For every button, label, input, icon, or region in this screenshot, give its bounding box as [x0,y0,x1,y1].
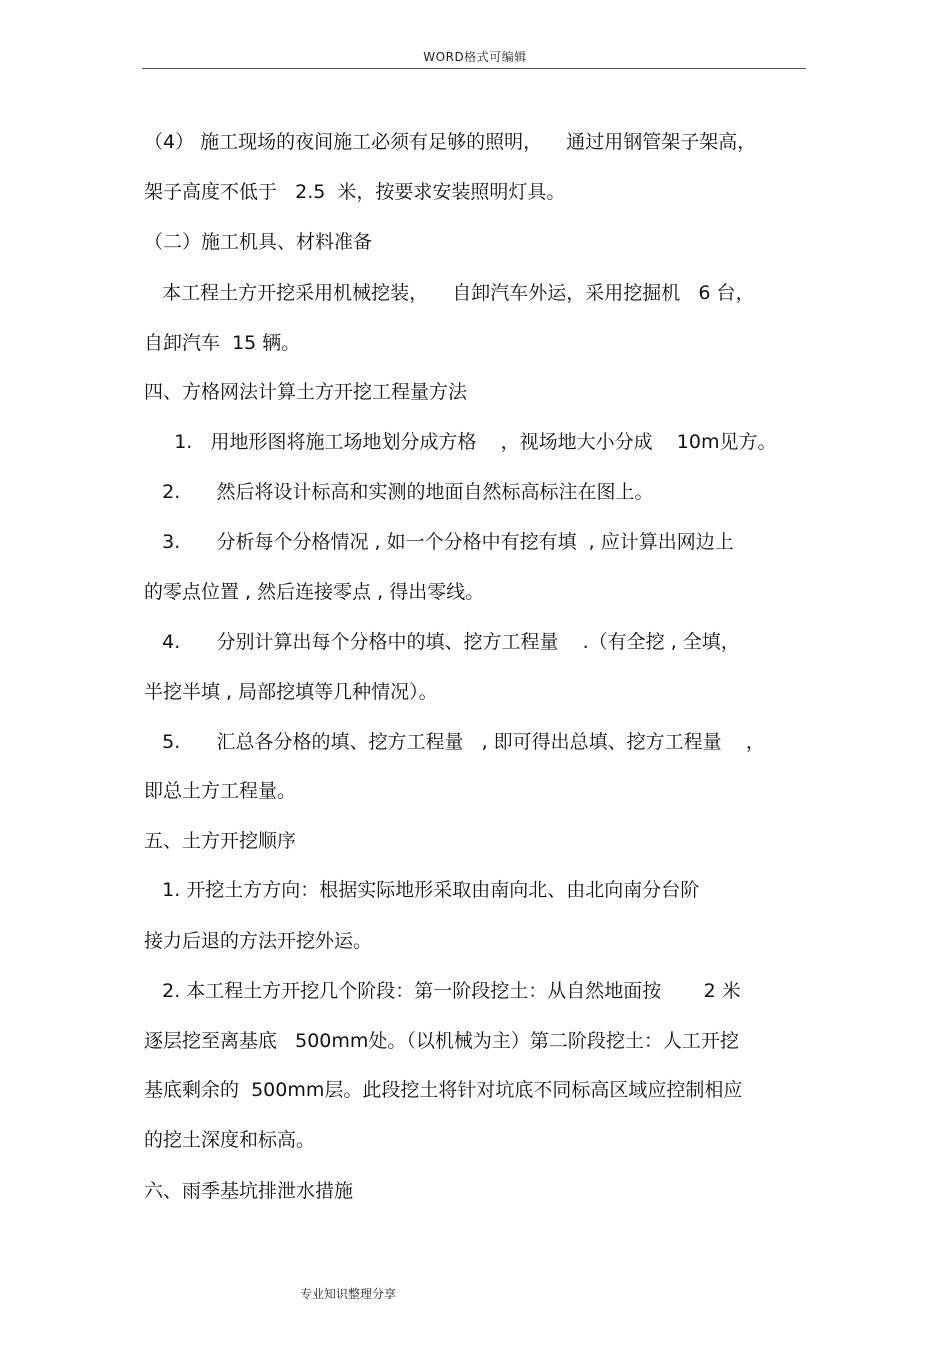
list-item: 1. 用地形图将施工场地划分成方格 ，视场地大小分成 10m见方。 [144,431,777,453]
paragraph-line: 逐层挖至离基底 500mm处。（以机械为主）第二阶段挖土：人工开挖 [144,1030,739,1052]
paragraph-line: 的挖土深度和标高。 [144,1129,316,1151]
paragraph-line: 自卸汽车 15 辆。 [144,332,301,354]
section-heading: （二）施工机具、材料准备 [144,231,373,253]
list-item: 4. 分别计算出每个分格中的填、挖方工程量 .（有全挖 , 全填， [144,631,740,653]
section-heading: 四、方格网法计算土方开挖工程量方法 [144,381,468,403]
section-heading: 五、土方开挖顺序 [144,830,297,852]
header-divider [142,68,806,69]
paragraph-line: 基底剩余的 500mm层。此段挖土将针对坑底不同标高区域应控制相应 [144,1079,743,1101]
list-item: 2. 然后将设计标高和实测的地面自然标高标注在图上。 [144,481,654,503]
list-item: 2. 本工程土方开挖几个阶段：第一阶段挖土：从自然地面按 2 米 [144,980,741,1002]
list-item: 3. 分析每个分格情况 , 如一个分格中有挖有填 , 应计算出网边上 [144,531,734,553]
section-heading: 六、雨季基坑排泄水措施 [144,1180,354,1202]
paragraph-line: 半挖半填 , 局部挖填等几种情况）。 [144,681,438,703]
paragraph-line: 本工程土方开挖采用机械挖装， 自卸汽车外运，采用挖掘机 6 台， [144,282,755,304]
paragraph-line: 的零点位置 , 然后连接零点 , 得出零线。 [144,581,485,603]
page-footer-text: 专业知识整理分享 [300,1287,397,1301]
list-item: 1. 开挖土方方向：根据实际地形采取由南向北、由北向南分台阶 [144,879,700,901]
paragraph-line: 接力后退的方法开挖外运。 [144,930,373,952]
paragraph-line: 即总土方工程量。 [144,780,297,802]
page-header-text: WORD格式可编辑 [423,50,527,64]
paragraph-line: （4） 施工现场的夜间施工必须有足够的照明， 通过用钢管架子架高， [144,131,757,153]
list-item: 5. 汇总各分格的填、挖方工程量 , 即可得出总填、挖方工程量 ， [144,731,765,753]
paragraph-line: 架子高度不低于 2.5 米，按要求安装照明灯具。 [144,181,566,203]
